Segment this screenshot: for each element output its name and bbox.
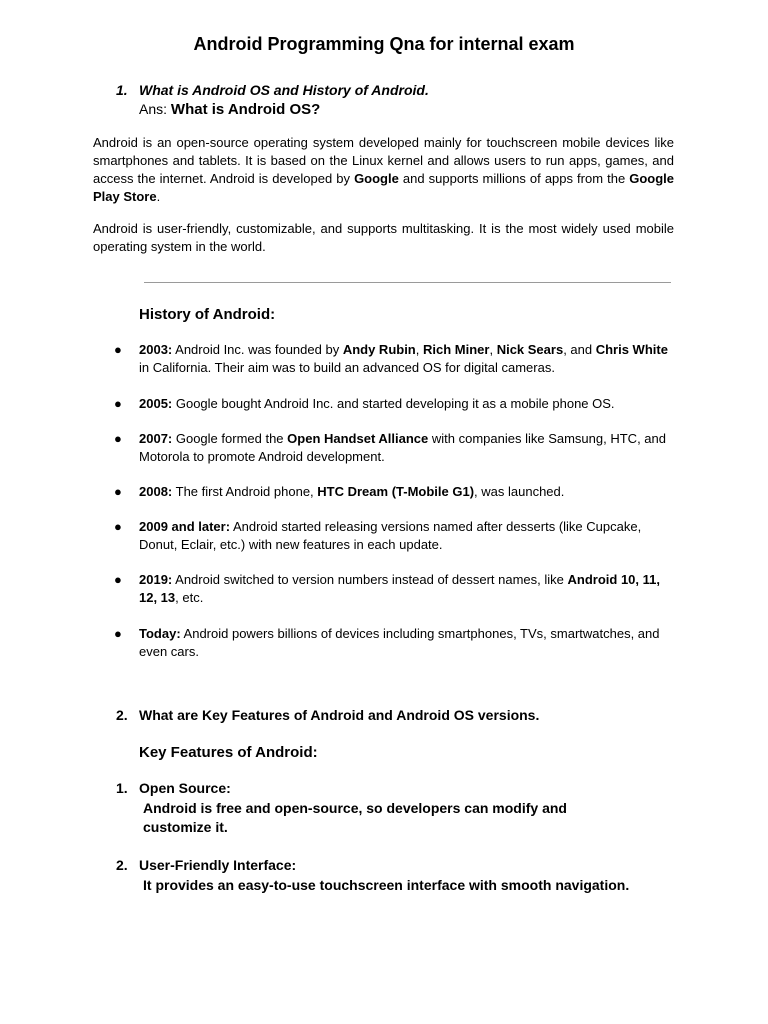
history-year: 2003: (139, 342, 173, 357)
history-text: , and (563, 342, 596, 357)
features-heading: Key Features of Android: (139, 744, 318, 761)
horizontal-divider (144, 282, 671, 283)
para1-text-2: and supports millions of apps from the (398, 171, 630, 186)
answer-prefix: Ans: (139, 101, 168, 117)
history-text: Android started releasing versions named after desserts (like Cupcake, Donut, Eclair, etc.) with new features in each update. (139, 519, 642, 552)
history-text: Android powers billions of devices including smartphones, TVs, smartwatches, and even cars. (139, 626, 660, 659)
bullet-icon: ● (114, 572, 122, 587)
history-text: , was launched. (474, 484, 565, 499)
question-2-text: What are Key Features of Android and Android OS versions. (139, 707, 540, 723)
question-1 (116, 82, 429, 98)
history-year: 2005: (139, 396, 173, 411)
bullet-icon: ● (114, 342, 122, 357)
para1-text-1: Android is an open-source operating system developed mainly for touchscreen mobile devices like smartphones and tablets. It is based on the Linux kernel and allows users to run apps, games, and access the internet. Android is developed by (93, 135, 674, 186)
bullet-icon: ● (114, 484, 122, 499)
history-text: Android switched to version numbers instead of dessert names, like (172, 572, 568, 587)
para1-bold-play-store: Google Play Store (93, 171, 675, 204)
question-1-text: What is Android OS and History of Android. (139, 82, 429, 98)
history-text: with companies like Samsung, HTC, and Motorola to promote Android development. (139, 431, 666, 464)
feature-title: Open Source: (139, 780, 231, 796)
history-name: Nick Sears (496, 342, 564, 357)
history-name: Chris White (595, 342, 668, 357)
history-year: Today: (139, 626, 181, 641)
feature-description: It provides an easy-to-use touchscreen interface with smooth navigation. (143, 876, 630, 893)
bullet-icon: ● (114, 431, 122, 446)
bullet-icon: ● (114, 626, 122, 641)
answer-heading: What is Android OS? (170, 101, 321, 118)
history-year: 2009 and later: (139, 519, 231, 534)
history-name: Rich Miner (422, 342, 490, 357)
history-text: , (489, 342, 497, 357)
question-1-number: 1. (116, 82, 128, 98)
history-text: Google formed the (172, 431, 288, 446)
document-title: Android Programming Qna for internal exam (193, 34, 575, 54)
history-year: 2007: (139, 431, 173, 446)
history-text: Android Inc. was founded by (172, 342, 343, 357)
history-bold: Open Handset Alliance (287, 431, 429, 446)
history-text: The first Android phone, (172, 484, 318, 499)
history-bold: Android 10, 11, 12, 13 (139, 572, 660, 605)
history-name: Andy Rubin (342, 342, 416, 357)
para1-bold-google: Google (354, 171, 399, 186)
question-2 (116, 707, 539, 723)
bullet-icon: ● (114, 519, 122, 534)
feature-title: User-Friendly Interface: (139, 857, 297, 873)
history-bold: HTC Dream (T-Mobile G1) (317, 484, 475, 499)
feature-description: Android is free and open-source, so developers can modify and customize it. (143, 799, 567, 835)
history-text: Google bought Android Inc. and started developing it as a mobile phone OS. (172, 396, 615, 411)
paragraph-android-userfriendly: Android is user-friendly, customizable, and supports multitasking. It is the most widely used mobile operating system in the world. (93, 221, 674, 254)
feature-number: 2. (116, 857, 128, 873)
history-text: in California. Their aim was to build an advanced OS for digital cameras. (139, 360, 555, 375)
history-year: 2008: (139, 484, 173, 499)
history-year: 2019: (139, 572, 173, 587)
answer-line (139, 101, 320, 118)
feature-number: 1. (116, 780, 128, 796)
para1-text-3: . (156, 189, 161, 204)
paragraph-android-intro (93, 134, 674, 206)
history-text: , etc. (175, 590, 204, 605)
history-text: , (415, 342, 423, 357)
history-heading: History of Android: (139, 306, 276, 323)
bullet-icon: ● (114, 396, 122, 411)
question-2-number: 2. (116, 707, 128, 723)
